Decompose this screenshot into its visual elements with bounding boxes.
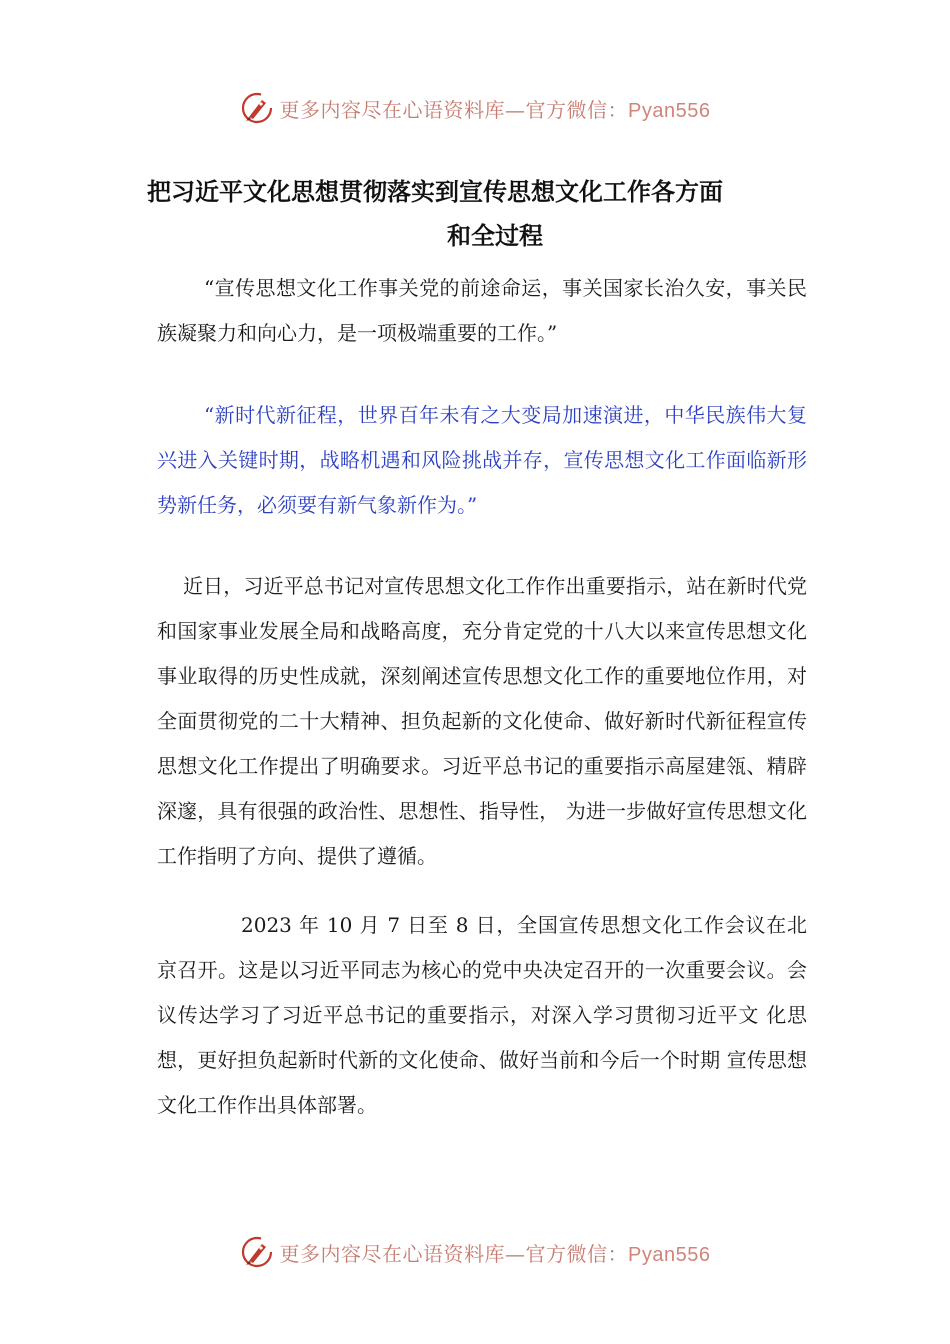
- article-title: [110, 170, 840, 258]
- pen-nib-logo-icon: [240, 91, 274, 125]
- banner-wechat-label: 官方微信: [525, 1241, 608, 1266]
- article-paragraph-quote-1: “宣传思想文化工作事关党的前途命运，事关国家长治久安，事关民族凝聚力和向心力，是一项极端重要的工作。”: [157, 276, 807, 345]
- article-paragraph-quote-2: “新时代新征程，世界百年未有之大变局加速演进，中华民族伟大复兴进入关键时期，战略机遇和风险挑战并存，宣传思想文化工作面临新形势新任务，必须要有新气象新作为。”: [157, 403, 807, 517]
- banner-account: Pyan556: [628, 99, 711, 122]
- banner-separator: ：: [607, 97, 629, 122]
- banner-main-text: 更多内容尽在心语资料库: [279, 97, 506, 122]
- banner-dash: —: [505, 97, 526, 122]
- banner-dash: —: [505, 1241, 526, 1266]
- pen-nib-logo-icon: [240, 1235, 274, 1269]
- footer-banner: [0, 1232, 950, 1272]
- article-title-line1: 把习近平文化思想贯彻落实到宣传思想文化工作各方面: [147, 178, 723, 206]
- footer-banner-text: [280, 1238, 711, 1267]
- banner-main-text: 更多内容尽在心语资料库: [279, 1241, 506, 1266]
- header-banner-content: [240, 91, 711, 125]
- banner-separator: ：: [607, 1241, 629, 1266]
- header-banner: [0, 88, 950, 128]
- banner-wechat-label: 官方微信: [525, 97, 608, 122]
- article-title-line2: 和全过程: [447, 222, 543, 250]
- article-paragraph-instructions: 近日，习近平总书记对宣传思想文化工作作出重要指示，站在新时代党和国家事业发展全局和战略高度，充分肯定党的十八大以来宣传思想文化事业取得的历史性成就，深刻阐述宣传思想文化工作的重要地位作用，对全面贯彻党的二十大精神、担负起新的文化使命、做好新时代新征程宣传思想文化工作提出了明确要求。习近平总书记的重要指示高屋建瓴、精辟深邃，具有很强的政治性、思想性、指导性， 为进一步做好宣传思想文化工作指明了方向、提供了遵循。: [157, 574, 807, 868]
- banner-account: Pyan556: [628, 1243, 711, 1266]
- footer-banner-content: [240, 1235, 711, 1269]
- header-banner-text: [280, 94, 711, 123]
- article-paragraph-meeting: 2023 年 10 月 7 日至 8 日，全国宣传思想文化工作会议在北京召开。这是以习近平同志为核心的党中央决定召开的一次重要会议。会议传达学习了习近平总书记的重要指示，对深入学习贯彻习近平文 化思想，更好担负起新时代新的文化使命、做好当前和今后一个时期 宣传思想文化工作作出具体部署。: [157, 913, 807, 1117]
